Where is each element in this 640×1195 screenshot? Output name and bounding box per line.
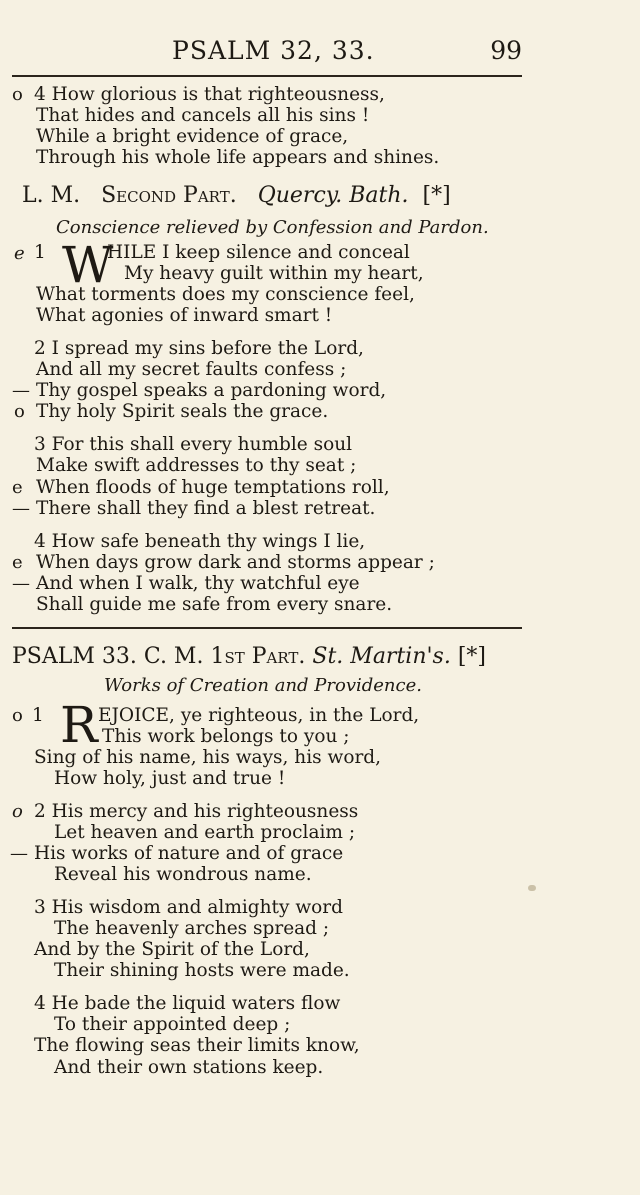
verse-line: 2 I spread my sins before the Lord, [34, 338, 364, 359]
asterisk-mark: [*] [457, 644, 486, 669]
verse-line: Thy gospel speaks a pardoning word, [36, 380, 387, 401]
running-title: PSALM 32, 33. [172, 36, 375, 65]
verse-line: Shall guide me safe from every snare. [36, 594, 393, 615]
expression-mark: — [10, 843, 28, 864]
verse-line: To their appointed deep ; [54, 1014, 291, 1035]
verse-line: The flowing seas their limits know, [34, 1035, 360, 1056]
verse-line: HILE I keep silence and conceal [107, 242, 410, 263]
verse-line: 4 How glorious is that righteousness, [34, 84, 385, 105]
hymn-subtitle: Works of Creation and Providence. [104, 675, 422, 696]
verse-line: There shall they find a blest retreat. [36, 498, 376, 519]
header-rule [12, 75, 522, 77]
stanza-number: 1 [34, 242, 46, 263]
part-label: Second Part. [101, 183, 237, 208]
meter-label: C. M. [143, 644, 204, 669]
verse-line: When floods of huge temptations roll, [36, 477, 390, 498]
verse-line: His works of nature and of grace [34, 843, 344, 864]
expression-mark: e [14, 243, 25, 264]
verse-line: 3 His wisdom and almighty word [34, 897, 343, 918]
verse-line: And their own stations keep. [54, 1057, 324, 1078]
verse-line: The heavenly arches spread ; [54, 918, 330, 939]
expression-mark: — [12, 573, 30, 594]
verse-line: Reveal his wondrous name. [54, 864, 312, 885]
verse-line: How holy, just and true ! [54, 768, 286, 789]
verse-line: Their shining hosts were made. [54, 960, 350, 981]
verse-line: Thy holy Spirit seals the grace. [36, 401, 329, 422]
ink-blot [528, 885, 536, 891]
expression-mark: o [12, 84, 23, 105]
expression-mark: — [12, 498, 30, 519]
verse-line: Let heaven and earth proclaim ; [54, 822, 356, 843]
verse-line: When days grow dark and storms appear ; [36, 552, 435, 573]
asterisk-mark: [*] [422, 183, 451, 208]
verse-line: EJOICE, ye righteous, in the Lord, [98, 705, 420, 726]
verse-line: What agonies of inward smart ! [36, 305, 333, 326]
hymn-heading [22, 183, 451, 208]
psalm-label: PSALM 33. [12, 644, 137, 669]
verse-line: Through his whole life appears and shines. [36, 147, 440, 168]
page-number: 99 [490, 36, 522, 65]
hymn-heading [12, 644, 486, 669]
drop-cap: W [62, 236, 114, 294]
expression-mark: e [12, 552, 23, 573]
part-label: 1st Part. [210, 644, 306, 669]
verse-line: Make swift addresses to thy seat ; [36, 455, 357, 476]
expression-mark: o [12, 705, 23, 726]
verse-line: And by the Spirit of the Lord, [34, 939, 310, 960]
expression-mark: o [12, 801, 23, 822]
verse-line: That hides and cancels all his sins ! [36, 105, 370, 126]
expression-mark: o [14, 401, 25, 422]
meter-label: L. M. [22, 183, 81, 208]
verse-line: And when I walk, thy watchful eye [36, 573, 360, 594]
verse-line: While a bright evidence of grace, [36, 126, 349, 147]
expression-mark: e [12, 477, 23, 498]
hymn-subtitle: Conscience relieved by Confession and Pardon. [56, 217, 489, 238]
verse-line: 4 He bade the liquid waters flow [34, 993, 341, 1014]
stanza-number: 1 [32, 705, 44, 726]
verse-line: 3 For this shall every humble soul [34, 434, 353, 455]
verse-line: 2 His mercy and his righteousness [34, 801, 359, 822]
section-rule [12, 627, 522, 629]
expression-mark: — [12, 380, 30, 401]
verse-line: Sing of his name, his ways, his word, [34, 747, 382, 768]
page-header [0, 36, 640, 70]
verse-line: My heavy guilt within my heart, [124, 263, 424, 284]
verse-line: And all my secret faults confess ; [36, 359, 347, 380]
verse-line: 4 How safe beneath thy wings I lie, [34, 531, 366, 552]
drop-cap: R [60, 696, 98, 754]
verse-line: This work belongs to you ; [102, 726, 350, 747]
verse-line: What torments does my conscience feel, [36, 284, 415, 305]
tune-names: St. Martin's. [312, 644, 451, 669]
tune-names: Quercy. Bath. [257, 183, 409, 208]
